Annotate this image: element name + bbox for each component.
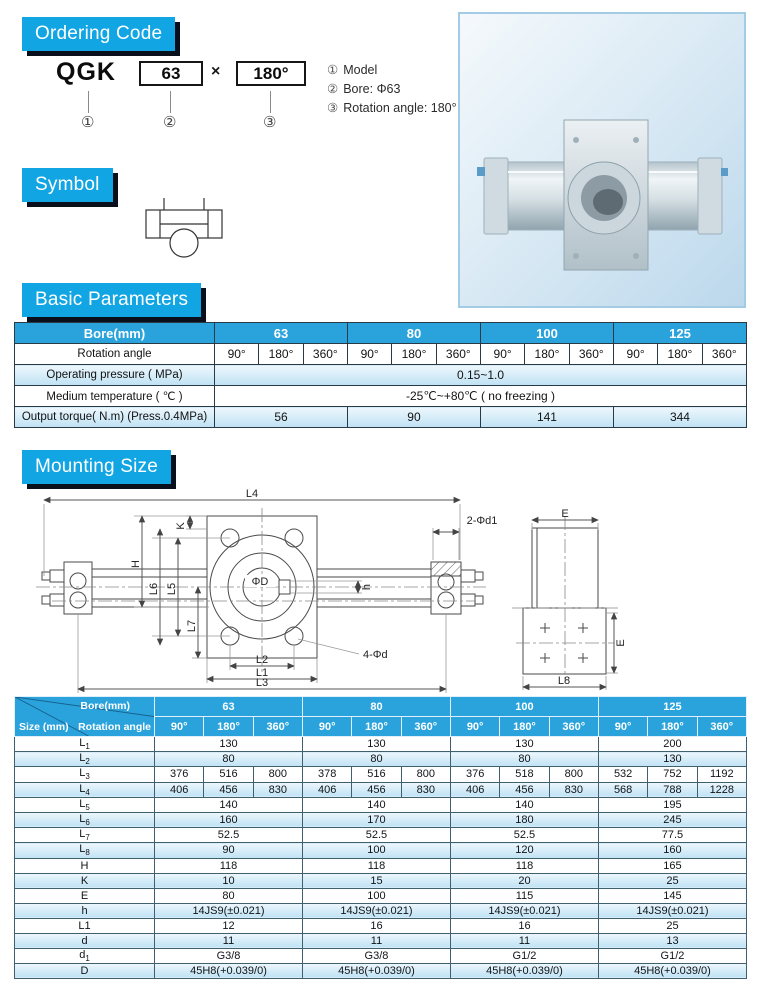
mounting-data-row <box>15 797 747 812</box>
mounting-row-label: h <box>15 903 155 918</box>
ordering-legend <box>327 62 457 119</box>
mounting-angle-header: 90° <box>450 717 499 737</box>
mounting-data-row <box>15 963 747 978</box>
product-photo <box>458 12 746 308</box>
basic-angle-value: 180° <box>658 344 702 365</box>
mounting-value-cell: 20 <box>450 873 598 888</box>
mounting-value-cell: 25 <box>598 918 746 933</box>
mounting-data-row <box>15 828 747 843</box>
mounting-corner-cell <box>15 697 155 737</box>
mounting-data-row <box>15 918 747 933</box>
callout-leader-line <box>170 91 171 113</box>
mounting-value-cell: 532 <box>598 767 647 782</box>
mounting-value-cell: 170 <box>302 812 450 827</box>
mounting-value-cell: 11 <box>155 933 303 948</box>
mounting-value-cell: 140 <box>302 797 450 812</box>
mounting-row-label: $L_4$ <box>15 782 155 797</box>
basic-angle-value: 90° <box>613 344 657 365</box>
corner-rotation-label: Rotation angle <box>78 721 151 733</box>
mounting-value-cell: 120 <box>450 843 598 858</box>
legend-item-model <box>327 62 457 81</box>
bore-code-box: 63 <box>139 61 203 86</box>
basic-bore-value: 125 <box>613 323 746 344</box>
mounting-value-cell: 16 <box>302 918 450 933</box>
basic-bore-value: 100 <box>480 323 613 344</box>
mounting-row-label: d <box>15 933 155 948</box>
callout-2: ② <box>163 114 177 131</box>
mounting-value-cell: 11 <box>302 933 450 948</box>
mounting-row-label: $L_6$ <box>15 812 155 827</box>
dim-label-l7: L7 <box>186 619 198 633</box>
mounting-data-row <box>15 782 747 797</box>
mounting-value-cell: 80 <box>450 752 598 767</box>
basic-value-cell: 90 <box>347 407 480 428</box>
callout-1: ① <box>81 114 95 131</box>
mounting-value-cell: 788 <box>648 782 697 797</box>
mounting-row-label: $L_3$ <box>15 767 155 782</box>
mounting-value-cell: 77.5 <box>598 828 746 843</box>
legend-text: Bore: Φ63 <box>343 82 401 96</box>
mounting-value-cell: 140 <box>450 797 598 812</box>
dim-label-h-height: H <box>130 560 142 568</box>
mounting-bore-header: 63 <box>155 697 303 717</box>
mounting-value-cell: 100 <box>302 843 450 858</box>
basic-value-cell: 344 <box>613 407 746 428</box>
mounting-data-row <box>15 858 747 873</box>
section-header-ordering-code: Ordering Code <box>22 17 175 51</box>
mounting-value-cell: 11 <box>450 933 598 948</box>
legend-num: ① <box>327 63 339 77</box>
basic-data-row <box>15 407 747 428</box>
mounting-value-cell: G1/2 <box>450 948 598 963</box>
mounting-row-label: L1 <box>15 918 155 933</box>
mounting-angle-header: 180° <box>500 717 549 737</box>
mounting-value-cell: 118 <box>302 858 450 873</box>
callout-leader-line <box>270 91 271 113</box>
multiply-sign: × <box>211 63 221 80</box>
mounting-row-label: K <box>15 873 155 888</box>
basic-rotation-label: Rotation angle <box>15 344 215 365</box>
basic-value-cell: 0.15~1.0 <box>215 365 747 386</box>
basic-angle-value: 360° <box>702 344 746 365</box>
mounting-bore-header: 100 <box>450 697 598 717</box>
dim-label-e-top: E <box>561 508 569 520</box>
dim-label-bore-diameter: ΦD <box>251 576 269 588</box>
mounting-value-cell: 376 <box>155 767 204 782</box>
mounting-angle-header: 90° <box>302 717 351 737</box>
mounting-value-cell: 45H8(+0.039/0) <box>450 963 598 978</box>
legend-text: Model <box>343 63 378 77</box>
basic-data-row <box>15 365 747 386</box>
rotary-cylinder-image <box>460 14 744 306</box>
mounting-value-cell: 800 <box>401 767 450 782</box>
basic-angle-value: 90° <box>480 344 524 365</box>
mounting-value-cell: 16 <box>450 918 598 933</box>
section-header-symbol: Symbol <box>22 168 113 202</box>
mounting-value-cell: 516 <box>352 767 401 782</box>
mounting-row-label: D <box>15 963 155 978</box>
section-header-mounting-size: Mounting Size <box>22 450 171 484</box>
mounting-value-cell: 45H8(+0.039/0) <box>598 963 746 978</box>
basic-angle-value: 180° <box>392 344 436 365</box>
mounting-value-cell: 518 <box>500 767 549 782</box>
corner-size-label: Size (mm) <box>19 721 69 733</box>
mounting-angle-header: 180° <box>648 717 697 737</box>
basic-header-row <box>15 323 747 344</box>
basic-angle-value: 360° <box>436 344 480 365</box>
mounting-value-cell: 52.5 <box>155 828 303 843</box>
mounting-dimension-drawing <box>14 486 747 694</box>
mounting-angle-header: 90° <box>155 717 204 737</box>
mounting-data-row <box>15 737 747 752</box>
dim-label-e-side: E <box>615 639 627 647</box>
mounting-data-row <box>15 812 747 827</box>
basic-rotation-row <box>15 344 747 365</box>
mounting-data-row <box>15 948 747 963</box>
mounting-bore-header: 125 <box>598 697 746 717</box>
corner-bore-label: Bore(mm) <box>80 700 130 712</box>
dim-label-l2: L2 <box>255 654 269 666</box>
mounting-value-cell: 378 <box>302 767 351 782</box>
mounting-row-label: $L_1$ <box>15 737 155 752</box>
basic-row-label: Medium temperature ( ℃ ) <box>15 386 215 407</box>
mounting-size-body <box>15 737 747 979</box>
mounting-value-cell: 90 <box>155 843 303 858</box>
mounting-value-cell: 45H8(+0.039/0) <box>155 963 303 978</box>
mounting-value-cell: 245 <box>598 812 746 827</box>
basic-angle-value: 180° <box>259 344 303 365</box>
mounting-value-cell: 80 <box>302 752 450 767</box>
mounting-data-row <box>15 888 747 903</box>
mounting-angle-header: 180° <box>352 717 401 737</box>
mounting-value-cell: 800 <box>253 767 302 782</box>
mounting-value-cell: 80 <box>155 752 303 767</box>
basic-value-cell: 141 <box>480 407 613 428</box>
basic-bore-value: 80 <box>347 323 480 344</box>
dim-label-bolt-holes: 4-Φd <box>363 649 388 661</box>
mounting-value-cell: 830 <box>253 782 302 797</box>
basic-angle-value: 180° <box>525 344 569 365</box>
dim-label-l8: L8 <box>557 675 571 687</box>
dim-label-port-holes: 2-Φd1 <box>466 515 498 527</box>
mounting-value-cell: 800 <box>549 767 598 782</box>
mounting-row-label: $L_7$ <box>15 828 155 843</box>
mounting-value-cell: 13 <box>598 933 746 948</box>
dim-label-l5: L5 <box>166 582 178 596</box>
mounting-row-label: $L_2$ <box>15 752 155 767</box>
mounting-value-cell: 376 <box>450 767 499 782</box>
basic-angle-value: 360° <box>303 344 347 365</box>
mounting-angle-header: 90° <box>598 717 647 737</box>
mounting-row-label: $d_1$ <box>15 948 155 963</box>
mounting-value-cell: G3/8 <box>302 948 450 963</box>
mounting-size-table <box>14 696 747 979</box>
callout-3: ③ <box>263 114 277 131</box>
mounting-angle-header: 360° <box>549 717 598 737</box>
mounting-value-cell: 752 <box>648 767 697 782</box>
mounting-header-bore-row <box>15 697 747 717</box>
legend-item-angle <box>327 100 457 119</box>
mounting-data-row <box>15 873 747 888</box>
mounting-value-cell: 52.5 <box>450 828 598 843</box>
dim-label-l3: L3 <box>255 677 269 689</box>
mounting-value-cell: 406 <box>155 782 204 797</box>
angle-code-box: 180° <box>236 61 306 86</box>
section-header-basic-parameters: Basic Parameters <box>22 283 201 317</box>
basic-angle-value: 90° <box>215 344 259 365</box>
model-code-text: QGK <box>56 58 116 86</box>
mounting-value-cell: 130 <box>302 737 450 752</box>
mounting-value-cell: 12 <box>155 918 303 933</box>
mounting-value-cell: 118 <box>450 858 598 873</box>
basic-bore-header: Bore(mm) <box>15 323 215 344</box>
dim-label-l1: L1 <box>255 667 269 679</box>
mounting-value-cell: G1/2 <box>598 948 746 963</box>
basic-parameters-body <box>15 323 747 428</box>
mounting-value-cell: 45H8(+0.039/0) <box>302 963 450 978</box>
mounting-row-label: E <box>15 888 155 903</box>
mounting-value-cell: 160 <box>598 843 746 858</box>
mounting-value-cell: 100 <box>302 888 450 903</box>
dim-label-keyway-h: h <box>361 583 373 591</box>
mounting-value-cell: 14JS9(±0.021) <box>598 903 746 918</box>
mounting-value-cell: 200 <box>598 737 746 752</box>
mounting-value-cell: 180 <box>450 812 598 827</box>
mounting-data-row <box>15 903 747 918</box>
mounting-value-cell: 14JS9(±0.021) <box>155 903 303 918</box>
mounting-value-cell: 130 <box>155 737 303 752</box>
basic-value-cell: -25℃~+80℃ ( no freezing ) <box>215 386 747 407</box>
mounting-angle-header: 360° <box>253 717 302 737</box>
mounting-value-cell: 165 <box>598 858 746 873</box>
mounting-value-cell: 10 <box>155 873 303 888</box>
basic-row-label: Operating pressure ( MPa) <box>15 365 215 386</box>
mounting-row-label: H <box>15 858 155 873</box>
mounting-value-cell: 406 <box>450 782 499 797</box>
mounting-data-row <box>15 843 747 858</box>
mounting-value-cell: G3/8 <box>155 948 303 963</box>
mounting-value-cell: 145 <box>598 888 746 903</box>
legend-num: ② <box>327 82 339 96</box>
mounting-value-cell: 52.5 <box>302 828 450 843</box>
basic-data-row <box>15 386 747 407</box>
mounting-value-cell: 118 <box>155 858 303 873</box>
basic-row-label: Output torque( N.m) (Press.0.4MPa) <box>15 407 215 428</box>
mounting-value-cell: 1228 <box>697 782 746 797</box>
mounting-angle-header: 180° <box>204 717 253 737</box>
legend-text: Rotation angle: 180° <box>343 101 457 115</box>
mounting-value-cell: 160 <box>155 812 303 827</box>
mounting-value-cell: 130 <box>598 752 746 767</box>
mounting-value-cell: 406 <box>302 782 351 797</box>
mounting-value-cell: 568 <box>598 782 647 797</box>
mounting-angle-header: 360° <box>697 717 746 737</box>
legend-num: ③ <box>327 101 339 115</box>
mounting-value-cell: 456 <box>500 782 549 797</box>
mounting-value-cell: 14JS9(±0.021) <box>302 903 450 918</box>
mounting-value-cell: 830 <box>401 782 450 797</box>
callout-leader-line <box>88 91 89 113</box>
mounting-angle-header: 360° <box>401 717 450 737</box>
pneumatic-symbol-diagram <box>138 196 232 260</box>
mounting-value-cell: 15 <box>302 873 450 888</box>
mounting-value-cell: 80 <box>155 888 303 903</box>
mounting-value-cell: 25 <box>598 873 746 888</box>
mounting-value-cell: 516 <box>204 767 253 782</box>
basic-parameters-table <box>14 322 747 428</box>
mounting-data-row <box>15 933 747 948</box>
legend-item-bore <box>327 81 457 100</box>
dim-label-l6: L6 <box>148 582 160 596</box>
mounting-row-label: $L_5$ <box>15 797 155 812</box>
mounting-value-cell: 140 <box>155 797 303 812</box>
mounting-value-cell: 830 <box>549 782 598 797</box>
basic-bore-value: 63 <box>215 323 348 344</box>
dim-label-l4: L4 <box>245 488 259 500</box>
mounting-data-row <box>15 752 747 767</box>
mounting-value-cell: 1192 <box>697 767 746 782</box>
basic-angle-value: 360° <box>569 344 613 365</box>
mounting-row-label: $L_8$ <box>15 843 155 858</box>
mounting-bore-header: 80 <box>302 697 450 717</box>
basic-angle-value: 90° <box>347 344 391 365</box>
mounting-value-cell: 14JS9(±0.021) <box>450 903 598 918</box>
mounting-value-cell: 115 <box>450 888 598 903</box>
mounting-value-cell: 195 <box>598 797 746 812</box>
mounting-data-row <box>15 767 747 782</box>
mounting-value-cell: 456 <box>352 782 401 797</box>
dim-label-k: K <box>175 522 187 530</box>
mounting-value-cell: 130 <box>450 737 598 752</box>
mounting-value-cell: 456 <box>204 782 253 797</box>
basic-value-cell: 56 <box>215 407 348 428</box>
